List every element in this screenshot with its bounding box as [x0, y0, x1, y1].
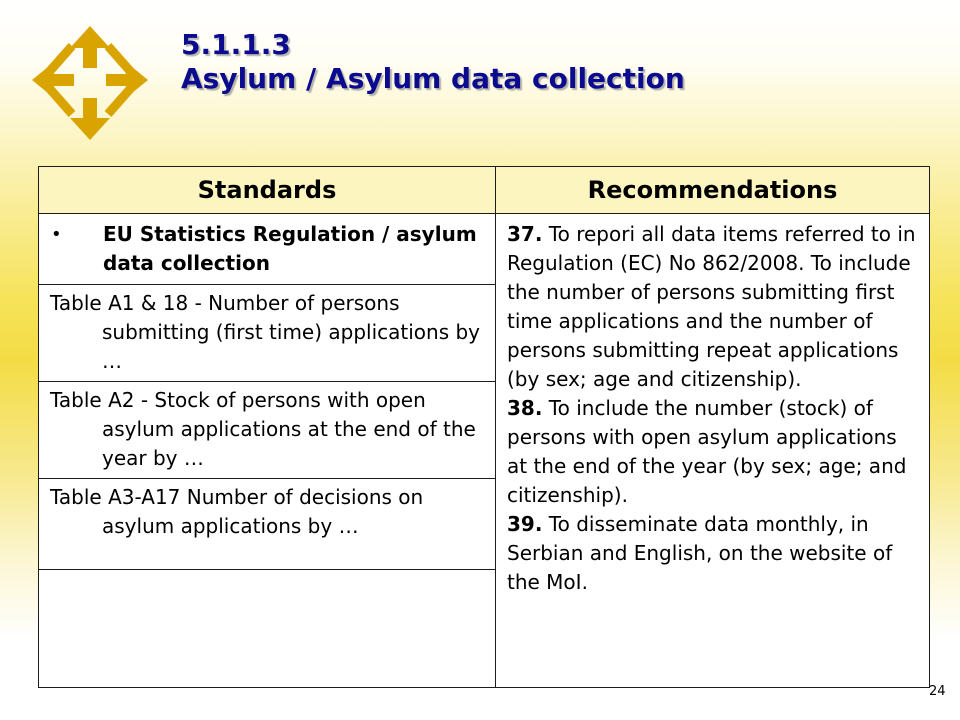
recommendation-item	[507, 510, 919, 597]
column-header-standards: Standards	[39, 167, 496, 214]
recommendations-cell	[496, 214, 930, 688]
standard-text: Table A1 & 18 - Number of persons submitting (first time) applications by …	[50, 291, 481, 373]
standard-bullet-cell	[39, 214, 496, 285]
recommendation-text: To repori all data items referred to in Regulation (EC) No 862/2008. To include the number of persons submitting first time applications and the number of persons submitting repeat applications (by sex; age and citizenship).	[507, 222, 916, 391]
table-row	[39, 214, 930, 285]
page-number: 24	[929, 684, 946, 699]
recommendation-text: To disseminate data monthly, in Serbian and English, on the website of the MoI.	[507, 512, 893, 594]
standard-bullet-text: EU Statistics Regulation / asylum data collection	[103, 222, 477, 275]
standard-text: Table A3-A17 Number of decisions on asylum applications by …	[50, 485, 424, 538]
four-way-arrows-icon	[30, 24, 150, 142]
standards-recommendations-table	[38, 166, 930, 688]
recommendation-number: 37.	[507, 222, 543, 246]
empty-standard-cell	[39, 570, 496, 688]
recommendation-number: 39.	[507, 512, 543, 536]
standard-cell	[39, 285, 496, 382]
section-number: 5.1.1.3	[181, 28, 291, 61]
recommendation-item	[507, 394, 919, 510]
standard-cell	[39, 479, 496, 570]
slide-title-block	[181, 28, 685, 96]
standard-text: Table A2 - Stock of persons with open asylum applications at the end of the year by …	[50, 388, 476, 470]
page-title: Asylum / Asylum data collection	[181, 62, 685, 95]
bullet-icon: •	[51, 224, 62, 245]
column-header-recommendations: Recommendations	[496, 167, 930, 214]
recommendation-item	[507, 220, 919, 394]
recommendation-number: 38.	[507, 396, 543, 420]
recommendation-text: To include the number (stock) of persons with open asylum applications at the end of the year (by sex; age; and citizenship).	[507, 396, 907, 507]
table-header-row	[39, 167, 930, 214]
standard-cell	[39, 382, 496, 479]
